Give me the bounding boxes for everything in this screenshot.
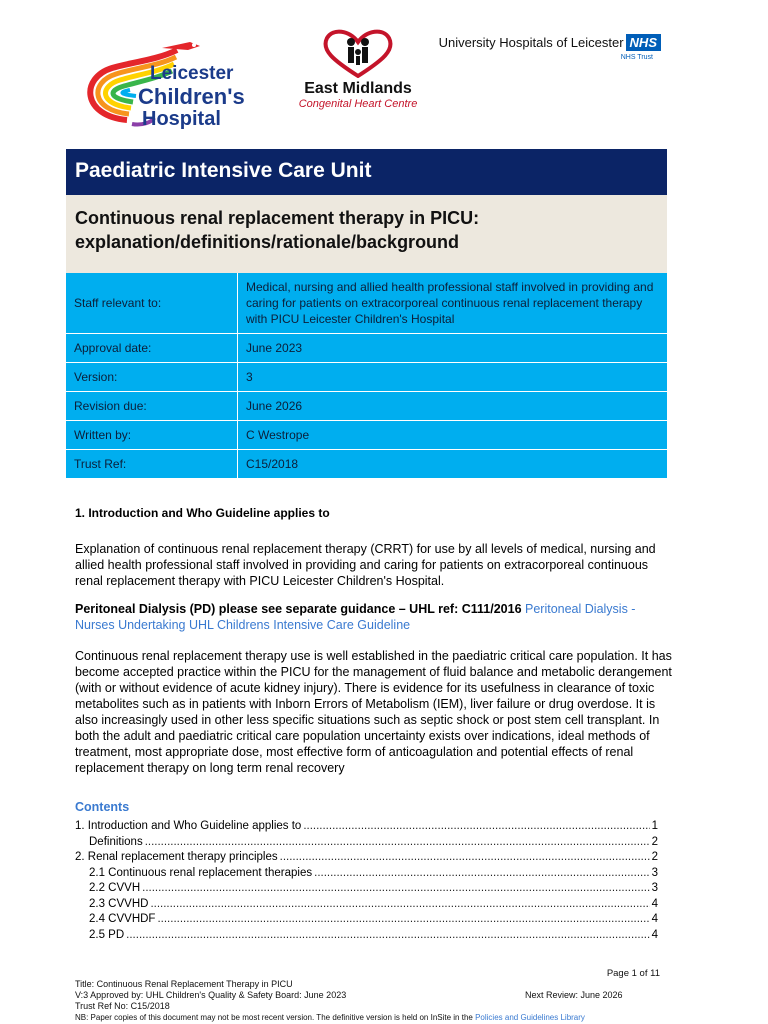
policies-library-link[interactable]: Policies and Guidelines Library [475,1013,585,1022]
footer-approval: V:3 Approved by: UHL Children's Quality & Safety Board: June 2023 [75,990,347,1000]
lch-line3: Hospital [142,108,221,130]
pd-guidance-text: Peritoneal Dialysis (PD) please see separate guidance – UHL ref: C111/2016 [75,602,522,616]
meta-key: Revision due: [66,392,238,421]
emh-subtitle: Congenital Heart Centre [298,98,418,110]
toc-item-page: 4 [651,897,658,910]
page-number: Page 1 of 11 [606,968,660,979]
toc-leader-dots [145,835,650,851]
toc-leader-dots [142,881,649,897]
section-heading: 1. Introduction and Who Guideline applies to [75,506,330,520]
intro-paragraph: Explanation of continuous renal replacement therapy (CRRT) for use by all levels of medical, nursing and allied health professional staff involved in providing and caring for patients on extracorporeal continuous renal replacement therapy with PICU Leicester Children's Hospital. [75,542,656,588]
uhl-trust: NHS Trust [620,54,653,61]
meta-value: June 2026 [238,392,668,421]
meta-value: 3 [238,363,668,392]
toc-item[interactable] [75,928,658,944]
toc-item[interactable] [75,866,658,882]
toc-item-page: 3 [651,866,658,879]
toc-leader-dots [303,819,649,835]
toc-item-page: 1 [651,820,658,832]
contents-heading: Contents [75,800,130,814]
uhl-name: University Hospitals of Leicester [438,35,624,50]
toc-item-label: 2.4 CVVHDF [89,913,156,925]
toc-item-label: 2.2 CVVH [89,882,141,894]
east-midlands-heart-logo [294,28,422,118]
toc-item[interactable] [75,835,658,851]
meta-row [66,392,667,421]
meta-row [66,363,667,392]
toc-item[interactable] [75,881,658,897]
toc-leader-dots [126,928,649,944]
uhl-nhs-logo [439,34,661,61]
footer-trust-ref: Trust Ref No: C15/2018 [75,1001,170,1011]
logo-banner [0,0,768,140]
toc-leader-dots [280,850,650,866]
toc-item-page: 4 [651,928,658,941]
meta-row [66,450,667,479]
toc-item-label: 2.3 CVVHD [89,897,149,910]
meta-row [66,334,667,363]
lch-line2: Children's [138,84,245,109]
toc-leader-dots [314,866,649,882]
toc-item-label: 1. Introduction and Who Guideline applies to [75,820,302,832]
toc-item-page: 4 [651,913,658,925]
document-subtitle: Continuous renal replacement therapy in PICU: explanation/definitions/rationale/background [75,208,480,252]
toc-item-label: 2.5 PD [89,928,125,941]
document-title-bar [66,149,667,195]
toc-item-label: 2.1 Continuous renal replacement therapies [89,866,313,879]
toc-item-page: 2 [651,851,658,863]
toc-item-label: 2. Renal replacement therapy principles [75,851,278,863]
toc-item[interactable] [75,897,658,913]
document-subtitle-box [66,195,667,273]
nhs-badge: NHS [626,34,661,51]
meta-value: C15/2018 [238,450,668,479]
document-metadata-table [66,273,667,479]
meta-key: Approval date: [66,334,238,363]
footer-title: Title: Continuous Renal Replacement Therapy in PICU [75,979,293,989]
meta-row [66,421,667,450]
background-paragraph: Continuous renal replacement therapy use is well established in the paediatric critical care population. It has become accepted practice within the PICU for the management of fluid balance and metabolic derangement (with or without evidence of acute kidney injury). There is evidence for its usefulness in clearance of toxic metabolites such as in patients with Inborn Errors of Metabolism (IEM), liver failure or drug overdose. It is also increasingly used in other less specific situations such as septic shock or post stem cell transplant. In both the adult and paediatric critical care population uncertainty exists over indications, ideal methods of treatment, most appropriate dose, most effective form of anticoagulation and potential effects of renal replacement therapy on long term renal recovery [75,649,672,775]
footer-nb-text: NB: Paper copies of this document may not be most recent version. The definitive version is held on InSite in the [75,1013,473,1022]
toc-item-page: 2 [651,835,658,848]
table-of-contents [75,819,658,943]
meta-key: Written by: [66,421,238,450]
emh-title: East Midlands [304,80,412,97]
toc-leader-dots [150,897,649,913]
toc-item-page: 3 [651,882,658,894]
toc-item-label: Definitions [89,835,143,848]
toc-item[interactable] [75,850,658,866]
heart-family-icon [313,28,403,78]
document-title: Paediatric Intensive Care Unit [75,159,372,182]
meta-row [66,273,667,334]
toc-item[interactable] [75,912,658,928]
pd-guideline-link[interactable]: Peritoneal Dialysis - Nurses Undertaking UHL Childrens Intensive Care Guideline [75,602,636,632]
leicester-childrens-hospital-logo [72,38,257,130]
footer-nb [75,1012,585,1023]
toc-item[interactable] [75,819,658,835]
meta-value: C Westrope [238,421,668,450]
meta-value: June 2023 [238,334,668,363]
lch-line1: Leicester [150,63,234,84]
footer-next-review: Next Review: June 2026 [525,990,623,1000]
pd-guidance-paragraph [75,601,675,633]
meta-key: Trust Ref: [66,450,238,479]
meta-key: Staff relevant to: [66,273,238,334]
meta-key: Version: [66,363,238,392]
meta-value: Medical, nursing and allied health professional staff involved in providing and caring for patients on extracorporeal continuous renal replacement therapy with PICU Leicester Children's Hospital [238,273,668,334]
toc-leader-dots [157,912,649,928]
